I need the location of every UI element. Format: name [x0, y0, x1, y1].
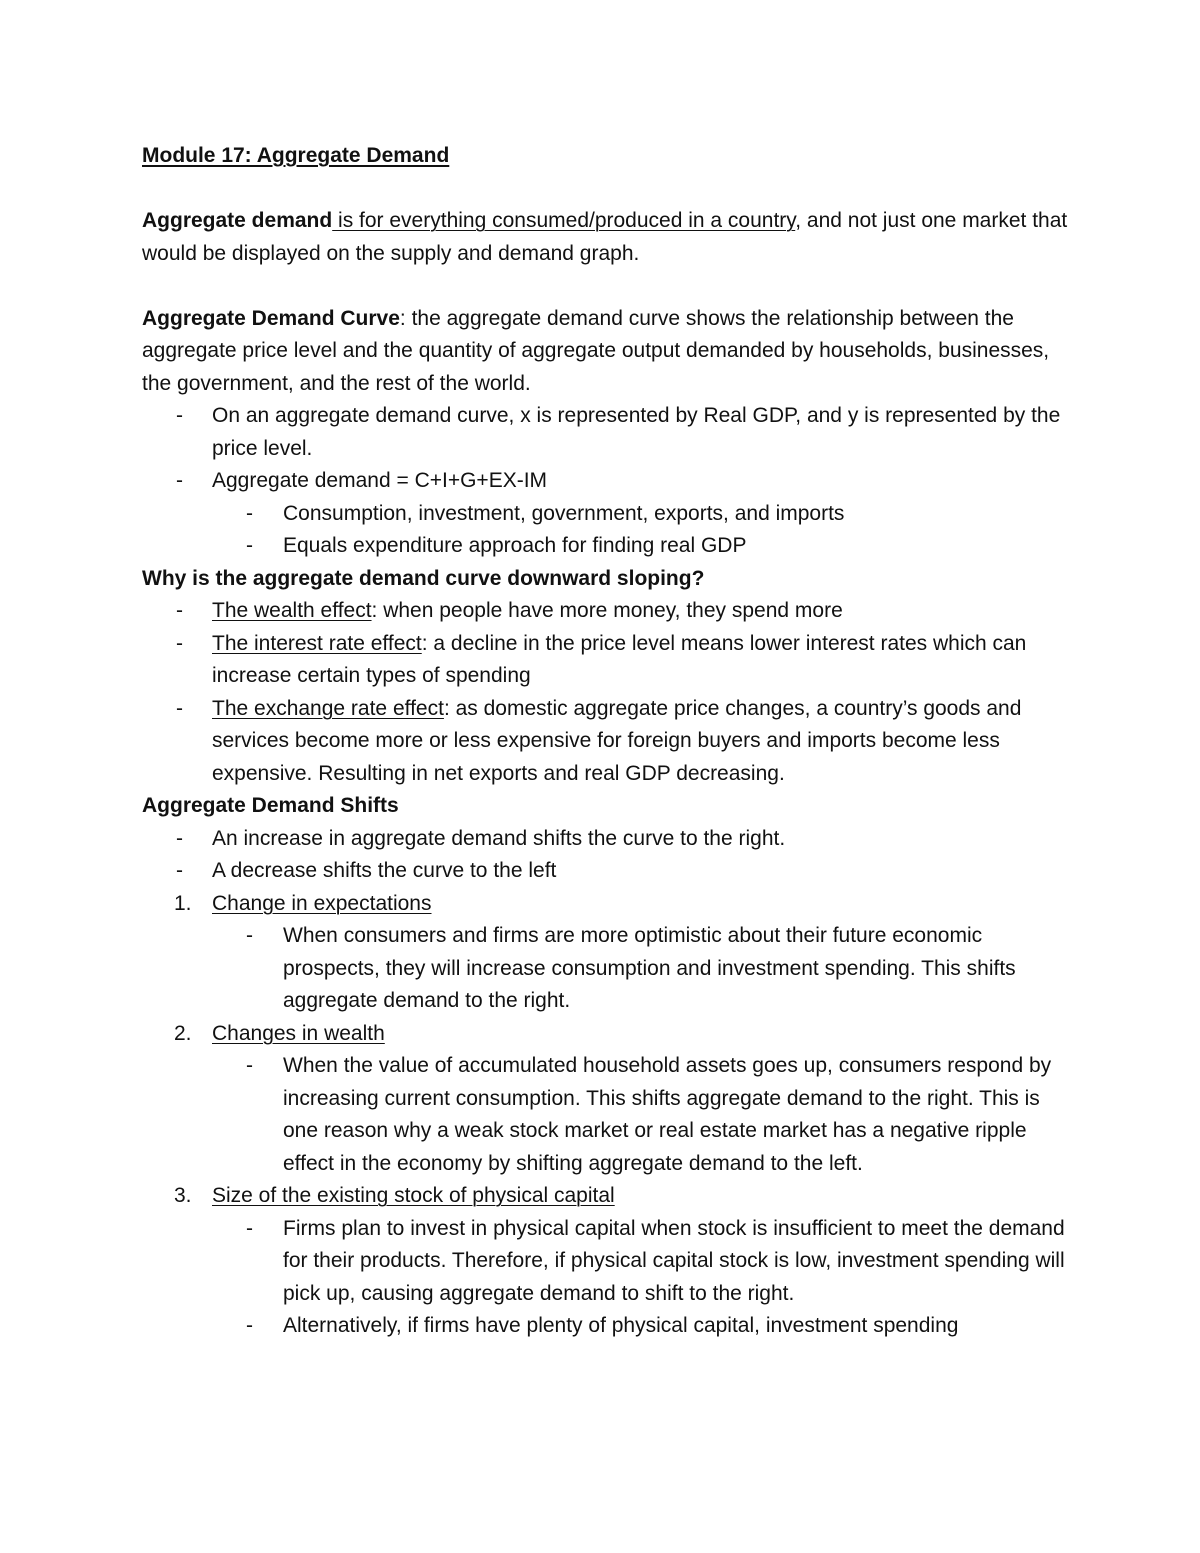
dash-bullet: -	[176, 696, 183, 720]
effect-name: The wealth effect	[212, 599, 372, 622]
list-item	[142, 823, 1072, 856]
factor-name: Change in expectations	[212, 891, 432, 915]
list-item-text: Firms plan to invest in physical capital when stock is insufficient to meet the demand for their products. Therefore, if physical capital stock is low, investment spending will pick up, causing aggregate demand to shift to the right.	[283, 1216, 1065, 1305]
list-item-text: Alternatively, if firms have plenty of physical capital, investment spending	[283, 1314, 959, 1337]
sub-list-item	[142, 1050, 1072, 1180]
sloping-heading: Why is the aggregate demand curve downward sloping?	[142, 566, 705, 590]
list-item-text: Aggregate demand = C+I+G+EX-IM	[212, 469, 548, 492]
factor-number: 3.	[174, 1184, 192, 1207]
factor-wealth	[142, 1018, 1072, 1051]
dash-bullet: -	[246, 534, 253, 557]
factor-expectations	[142, 888, 1072, 921]
curve-definition: : the aggregate demand curve shows the relationship between the aggregate price level and the quantity of aggregate output demanded by households, businesses, the government, and the rest of the world.	[142, 306, 1050, 395]
intro-paragraph	[142, 205, 1072, 270]
dash-bullet: -	[246, 924, 253, 947]
effect-name: The exchange rate effect	[212, 696, 444, 720]
dash-bullet: -	[176, 599, 183, 622]
shifts-heading: Aggregate Demand Shifts	[142, 794, 399, 817]
list-item	[142, 465, 1072, 498]
dash-bullet: -	[246, 1054, 253, 1077]
list-item-text: A decrease shifts the curve to the left	[212, 859, 557, 882]
intro-underlined: is for everything consumed/produced in a country	[332, 209, 796, 232]
dash-bullet: -	[246, 1216, 253, 1240]
document-page	[142, 140, 1072, 1343]
sub-list-item	[142, 530, 1072, 563]
factor-number: 2.	[174, 1021, 192, 1045]
dash-bullet: -	[176, 859, 183, 882]
effect-text: : as domestic aggregate price changes, a country’s goods and services become more or less expensive for foreign buyers and imports become less expensive. Resulting in net exports and real GDP decreasing.	[212, 696, 1022, 785]
effect-text: : when people have more money, they spend more	[371, 599, 843, 622]
dash-bullet: -	[176, 404, 183, 427]
dash-bullet: -	[176, 826, 183, 850]
sub-list-item	[142, 1310, 1072, 1343]
effect-item-wealth	[142, 595, 1072, 628]
list-item-text: Equals expenditure approach for finding real GDP	[283, 534, 747, 557]
list-item-text: Consumption, investment, government, exports, and imports	[283, 501, 845, 525]
list-item-text: An increase in aggregate demand shifts the curve to the right.	[212, 826, 786, 850]
intro-rest: , and not just one market that would be displayed on the supply and demand graph.	[142, 209, 1068, 265]
dash-bullet: -	[176, 469, 183, 492]
dash-bullet: -	[246, 501, 253, 525]
list-item-text: When the value of accumulated household assets goes up, consumers respond by increasing current consumption. This shifts aggregate demand to the right. This is one reason why a weak stock market or real estate market has a negative ripple effect in the economy by shifting aggregate demand to the left.	[283, 1054, 1052, 1175]
sub-list-item	[142, 498, 1072, 531]
effect-name: The interest rate effect	[212, 631, 422, 655]
curve-term: Aggregate Demand Curve	[142, 306, 400, 330]
list-item-text: On an aggregate demand curve, x is represented by Real GDP, and y is represented by the price level.	[212, 404, 1061, 460]
dash-bullet: -	[246, 1314, 253, 1337]
list-item-text: When consumers and firms are more optimistic about their future economic prospects, they will increase consumption and investment spending. This shifts aggregate demand to the right.	[283, 924, 1016, 1012]
list-item	[142, 400, 1072, 465]
dash-bullet: -	[176, 631, 183, 655]
effect-item-interest-rate	[142, 628, 1072, 693]
factor-name: Changes in wealth	[212, 1021, 385, 1045]
factor-physical-capital	[142, 1180, 1072, 1213]
effect-text: : a decline in the price level means lower interest rates which can increase certain types of spending	[212, 631, 1027, 687]
factor-name: Size of the existing stock of physical capital	[212, 1184, 615, 1207]
effect-item-exchange-rate	[142, 693, 1072, 791]
sub-list-item	[142, 1213, 1072, 1311]
list-item	[142, 855, 1072, 888]
sub-list-item	[142, 920, 1072, 1018]
page-title: Module 17: Aggregate Demand	[142, 144, 450, 167]
factor-number: 1.	[174, 891, 192, 915]
curve-paragraph	[142, 303, 1072, 401]
intro-term: Aggregate demand	[142, 209, 333, 232]
